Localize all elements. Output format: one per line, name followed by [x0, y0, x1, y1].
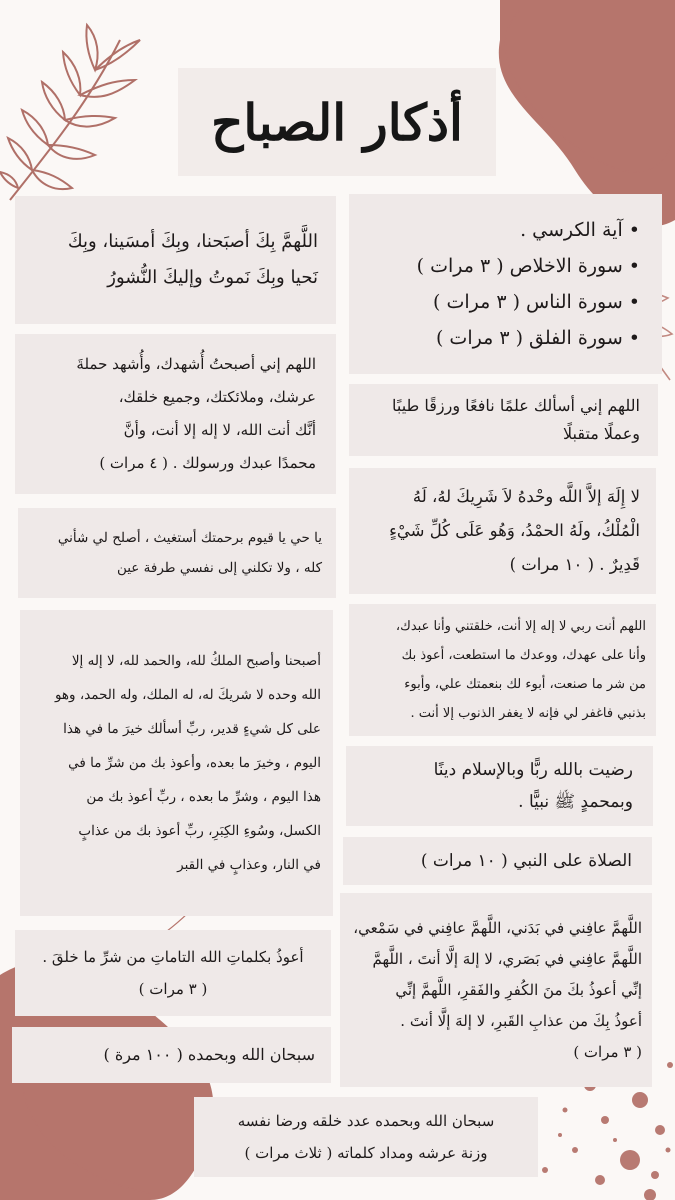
card-subhanallah-adad — [194, 1097, 538, 1177]
dhikr-text: اللَّهمَّ بِكَ أصبَحنا، وبِكَ أمسَينا، وبِكَ نَحيا وبِكَ نَموتُ وإليكَ النُّشورُ — [67, 231, 318, 288]
leaf-branch-icon — [0, 25, 140, 200]
list-item: • سورة الناس ( ٣ مرات ) — [349, 284, 640, 320]
dhikr-text: لا إِلَهَ إلاَّ اللَّه وحْدهُ لاَ شَرِيكَ لهُ، لَهُ الْمُلْكُ، ولَهُ الحمْدُ، وَهُو عَلَى كُلِّ شَيْءٍ قَدِيرٌ . ( ١٠ مرات ) — [389, 487, 640, 574]
card-asbahna-mulk — [20, 610, 333, 916]
card-sayyid-istighfar — [349, 604, 656, 736]
card-ya-hayy — [18, 508, 336, 598]
dhikr-text: سبحان الله وبحمده ( ١٠٠ مرة ) — [103, 1045, 315, 1064]
card-quran-list — [349, 194, 662, 374]
dhikr-text: اللهم إني أسألك علمًا نافعًا ورزقًا طيبًا وعملًا متقبلًا — [392, 396, 640, 443]
dhikr-text: اللهم أنت ربي لا إله إلا أنت، خلقتني وأنا عبدك، وأنا على عهدك، ووعدك ما استطعت، أعوذ بك من شر ما صنعت، أبوء لك بنعمتك علي، وأبوء بذنبي فاغفر لي فإنه لا يغفر الذنوب إلا أنت . — [395, 619, 646, 721]
dhikr-text: اللَّهمَّ عافِني في بَدَني، اللَّهمَّ عافِني في سَمْعي، اللَّهمَّ عافِني في بَصَري، لا إلهَ إلَّا أنتَ ، اللَّهمَّ إنِّي أعوذُ بكَ منَ الكُفرِ والفَقرِ، اللَّهمَّ إنِّي أعوذُ بِكَ من عذابِ القَبرِ، لا إلهَ إلَّا أنتَ . ( ٣ مرات ) — [353, 918, 642, 1061]
card-audhu-kalimat — [15, 930, 331, 1016]
dhikr-text: يا حي يا قيوم برحمتك أستغيث ، أصلح لي شأني كله ، ولا تكلني إلى نفسي طرفة عين — [57, 530, 322, 576]
blob-shape — [499, 0, 675, 226]
dhikr-text: أصبحنا وأصبح الملكُ لله، والحمد لله، لا إله إلا الله وحده لا شريكَ له، له الملك، وله الحمد، وهو على كل شيءٍ قدير، ربِّ أسألك خيرَ ما في هذا اليوم ، وخيرَ ما بعده، وأعوذ بك من شرِّ ما في هذا اليوم ، وشرِّ ما بعده ، ربِّ أعوذ بك من الكسل، وسُوءِ الكِبَرِ، ربِّ أعوذ بك من عذابٍ في النار، وعذابٍ في القبر — [54, 653, 321, 873]
card-ushhiduk — [15, 334, 336, 494]
dhikr-text: اللهم إني أصبحتُ أُشهدك، وأُشهد حملةَ عرشك، وملائكتك، وجميع خلقك، أنَّك أنت الله، لا إله إلا أنت، وأنَّ محمدًا عبدك ورسولك . ( ٤ مرات ) — [76, 355, 316, 472]
list-item: • سورة الاخلاص ( ٣ مرات ) — [349, 248, 640, 284]
page-title: أذكار الصباح — [211, 92, 463, 152]
card-subhanallah — [12, 1027, 331, 1083]
card-raditu — [346, 746, 653, 826]
card-afini — [340, 893, 652, 1087]
dhikr-text: الصلاة على النبي ( ١٠ مرات ) — [420, 851, 632, 871]
card-bika-asbahna — [15, 196, 336, 324]
quran-list — [349, 212, 662, 356]
card-dua-knowledge — [349, 384, 658, 456]
dhikr-text: رضيت بالله ربًّا وبالإسلام دينًا وبمحمدٍ ﷺ نبيًّا . — [433, 760, 633, 812]
page-title-box — [178, 68, 496, 176]
dhikr-text: سبحان الله وبحمده عدد خلقه ورضا نفسه وزنة عرشه ومداد كلماته ( ثلاث مرات ) — [237, 1112, 495, 1162]
card-salat-nabi — [343, 837, 652, 885]
list-item: • سورة الفلق ( ٣ مرات ) — [349, 320, 640, 356]
card-tahlil — [349, 468, 656, 594]
dhikr-text: أعوذُ بكلماتِ الله التاماتِ من شرِّ ما خلقَ . ( ٣ مرات ) — [42, 948, 304, 998]
list-item: • آية الكرسي . — [349, 212, 640, 248]
